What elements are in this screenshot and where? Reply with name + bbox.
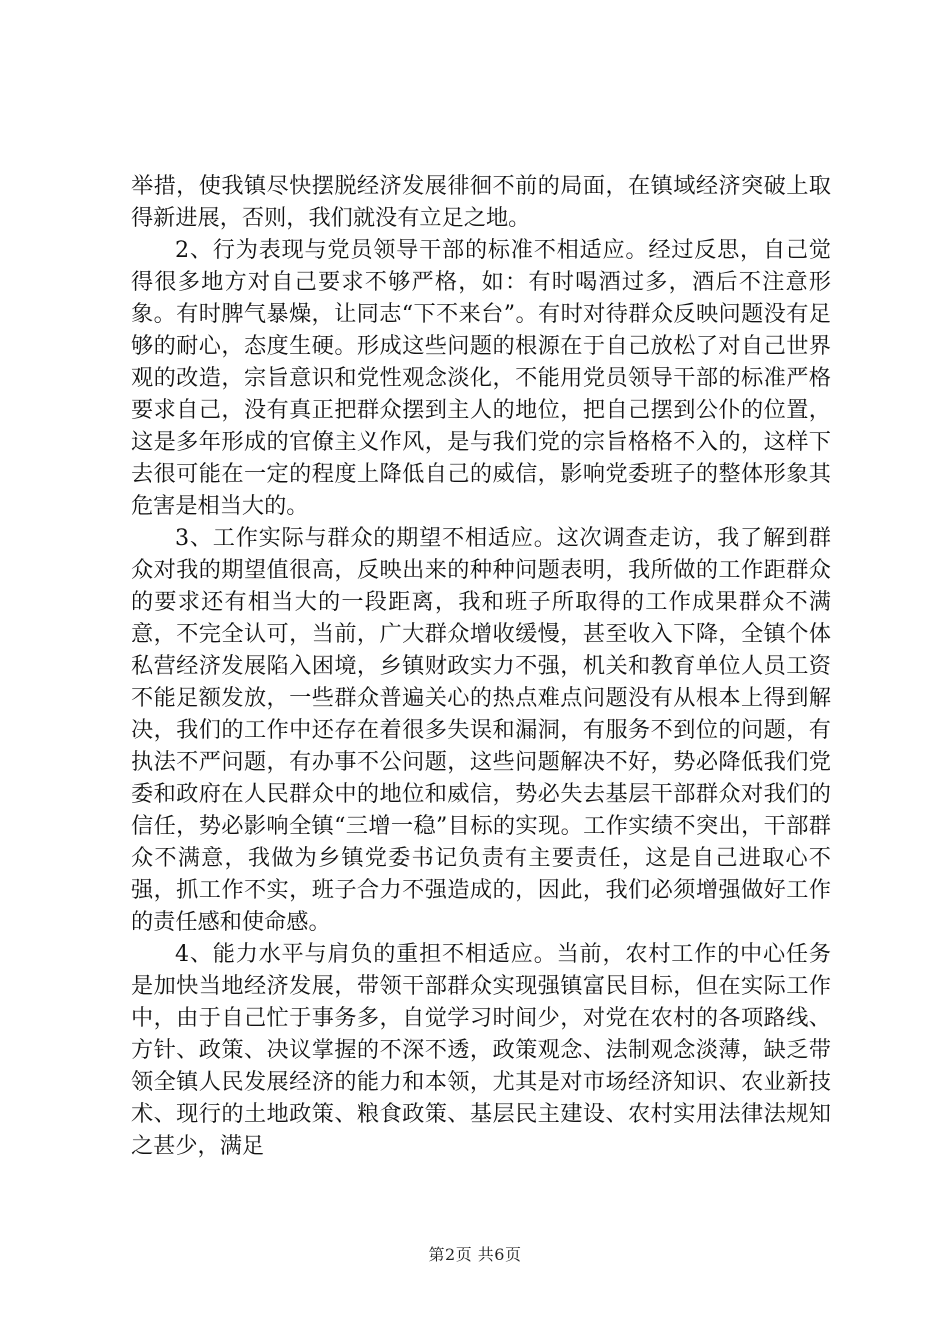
paragraph-item-3: 3、工作实际与群众的期望不相适应。这次调查走访，我了解到群众对我的期望值很高，反映出来的种种问题表明，我所做的工作距群众的要求还有相当大的一段距离，我和班子所取得的工作成果群众不满意，不完全认可，当前，广大群众增收缓慢，甚至收入下降，全镇个体私营经济发展陷入困境，乡镇财政实力不强，机关和教育单位人员工资不能足额发放，一些群众普遍关心的热点难点问题没有从根本上得到解决，我们的工作中还存在着很多失误和漏洞，有服务不到位的问题，有执法不严问题，有办事不公问题，这些问题解决不好，势必降低我们党委和政府在人民群众中的地位和威信，势必失去基层干部群众对我们的信任，势必影响全镇“三增一稳”目标的实现。工作实绩不突出，干部群众不满意，我做为乡镇党委书记负责有主要责任，这是自己进取心不强，抓工作不实，班子合力不强造成的，因此，我们必须增强做好工作的责任感和使命感。 — [131, 525, 831, 935]
paragraph-continuation: 举措，使我镇尽快摆脱经济发展徘徊不前的局面，在镇域经济突破上取得新进展，否则，我们就没有立足之地。 — [131, 173, 831, 231]
paragraph-item-2: 2、行为表现与党员领导干部的标准不相适应。经过反思，自己觉得很多地方对自己要求不够严格，如：有时喝酒过多，酒后不注意形象。有时脾气暴燥，让同志“下不来台”。有时对待群众反映问题没有足够的耐心，态度生硬。形成这些问题的根源在于自己放松了对自己世界观的改造，宗旨意识和党性观念淡化，不能用党员领导干部的标准严格要求自己，没有真正把群众摆到主人的地位，把自己摆到公仆的位置，这是多年形成的官僚主义作风，是与我们党的宗旨格格不入的，这样下去很可能在一定的程度上降低自己的威信，影响党委班子的整体形象其危害是相当大的。 — [131, 237, 831, 519]
page-footer: 第2页 共6页 — [428, 1245, 522, 1264]
paragraph-item-4: 4、能力水平与肩负的重担不相适应。当前，农村工作的中心任务是加快当地经济发展，带领干部群众实现强镇富民目标，但在实际工作中，由于自己忙于事务多，自觉学习时间少，对党在农村的各项路线、方针、政策、决议掌握的不深不透，政策观念、法制观念淡薄，缺乏带领全镇人民发展经济的能力和本领，尤其是对市场经济知识、农业新技术、现行的土地政策、粮食政策、基层民主建设、农村实用法律法规知之甚少，满足 — [131, 941, 831, 1159]
document-body — [131, 170, 831, 1162]
